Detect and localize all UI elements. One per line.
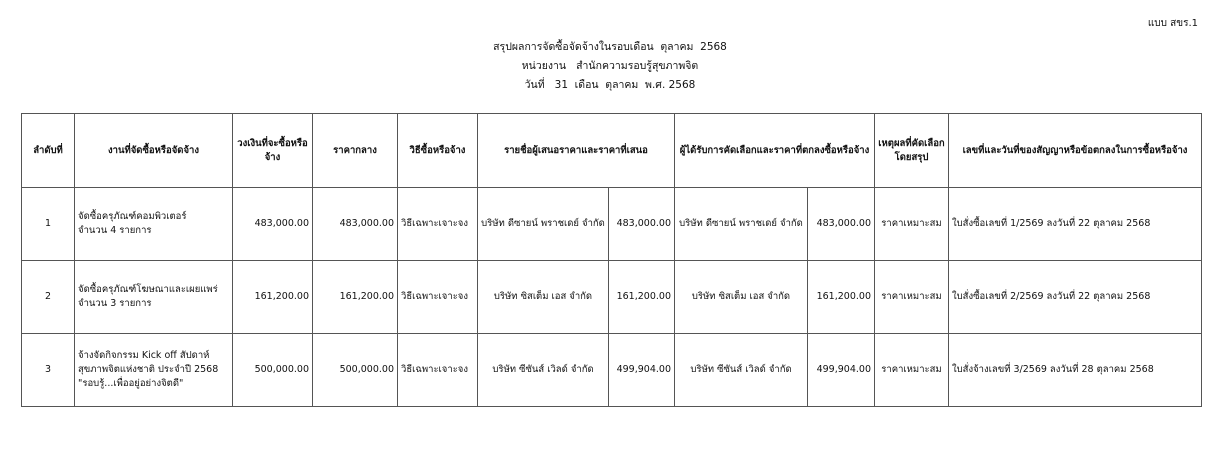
col-header-budget: วงเงินที่จะซื้อหรือจ้าง: [233, 114, 313, 188]
row-method: วิธีเฉพาะเจาะจง: [398, 261, 478, 334]
row-bidder-name: บริษัท ซีซันส์ เวิลด์ จำกัด: [478, 334, 609, 407]
row-median: 500,000.00: [313, 334, 398, 407]
col-header-median: ราคากลาง: [313, 114, 398, 188]
row-work: จัดซื้อครุภัณฑ์โฆษณาและเผยแพร่ จำนวน 3 รายการ: [75, 261, 233, 334]
row-bidder-price: 161,200.00: [609, 261, 675, 334]
row-budget: 483,000.00: [233, 188, 313, 261]
row-selected-price: 499,904.00: [808, 334, 875, 407]
table-row: [22, 188, 1202, 261]
row-no: 3: [22, 334, 75, 407]
row-contract: ใบสั่งจ้างเลขที่ 3/2569 ลงวันที่ 28 ตุลาคม 2568: [949, 334, 1202, 407]
row-bidder-price: 483,000.00: [609, 188, 675, 261]
row-reason: ราคาเหมาะสม: [875, 188, 949, 261]
row-contract: ใบสั่งซื้อเลขที่ 1/2569 ลงวันที่ 22 ตุลาคม 2568: [949, 188, 1202, 261]
table-header-row: [22, 114, 1202, 188]
row-no: 1: [22, 188, 75, 261]
row-median: 483,000.00: [313, 188, 398, 261]
col-header-method: วิธีซื้อหรือจ้าง: [398, 114, 478, 188]
row-method: วิธีเฉพาะเจาะจง: [398, 334, 478, 407]
form-code: แบบ สขร.1: [1147, 18, 1198, 29]
row-no: 2: [22, 261, 75, 334]
col-header-bidders: รายชื่อผู้เสนอราคาและราคาที่เสนอ: [478, 114, 675, 188]
col-header-contract: เลขที่และวันที่ของสัญญาหรือข้อตกลงในการซื้อหรือจ้าง: [949, 114, 1202, 188]
row-bidder-name: บริษัท ซิสเต็ม เอส จำกัด: [478, 261, 609, 334]
row-budget: 500,000.00: [233, 334, 313, 407]
agency-line: หน่วยงาน สำนักความรอบรู้สุขภาพจิต: [521, 60, 699, 72]
row-selected-price: 483,000.00: [808, 188, 875, 261]
col-header-no: ลำดับที่: [22, 114, 75, 188]
row-reason: ราคาเหมาะสม: [875, 261, 949, 334]
row-selected-name: บริษัท ซีซันส์ เวิลด์ จำกัด: [675, 334, 808, 407]
row-work: จัดซื้อครุภัณฑ์คอมพิวเตอร์ จำนวน 4 รายการ: [75, 188, 233, 261]
col-header-reason: เหตุผลที่คัดเลือกโดยสรุป: [875, 114, 949, 188]
row-median: 161,200.00: [313, 261, 398, 334]
report-header: [0, 38, 1220, 95]
procurement-table: [21, 113, 1202, 407]
row-work: จ้างจัดกิจกรรม Kick off สัปดาห์ สุขภาพจิตแห่งชาติ ประจำปี 2568 "รอบรู้...เพื่ออยู่อย่างจิตดี": [75, 334, 233, 407]
row-selected-name: บริษัท ซิสเต็ม เอส จำกัด: [675, 261, 808, 334]
row-selected-name: บริษัท ดีซายน์ พราชเดย์ จำกัด: [675, 188, 808, 261]
col-header-work: งานที่จัดซื้อหรือจัดจ้าง: [75, 114, 233, 188]
col-header-selected: ผู้ได้รับการคัดเลือกและราคาที่ตกลงซื้อหรือจ้าง: [675, 114, 875, 188]
row-bidder-name: บริษัท ดีซายน์ พราชเดย์ จำกัด: [478, 188, 609, 261]
date-line: วันที่ 31 เดือน ตุลาคม พ.ศ. 2568: [524, 79, 696, 91]
report-title: สรุปผลการจัดซื้อจัดจ้างในรอบเดือน ตุลาคม 2568: [493, 41, 727, 53]
row-reason: ราคาเหมาะสม: [875, 334, 949, 407]
row-contract: ใบสั่งซื้อเลขที่ 2/2569 ลงวันที่ 22 ตุลาคม 2568: [949, 261, 1202, 334]
row-bidder-price: 499,904.00: [609, 334, 675, 407]
table-row: [22, 261, 1202, 334]
row-selected-price: 161,200.00: [808, 261, 875, 334]
row-method: วิธีเฉพาะเจาะจง: [398, 188, 478, 261]
table-row: [22, 334, 1202, 407]
row-budget: 161,200.00: [233, 261, 313, 334]
